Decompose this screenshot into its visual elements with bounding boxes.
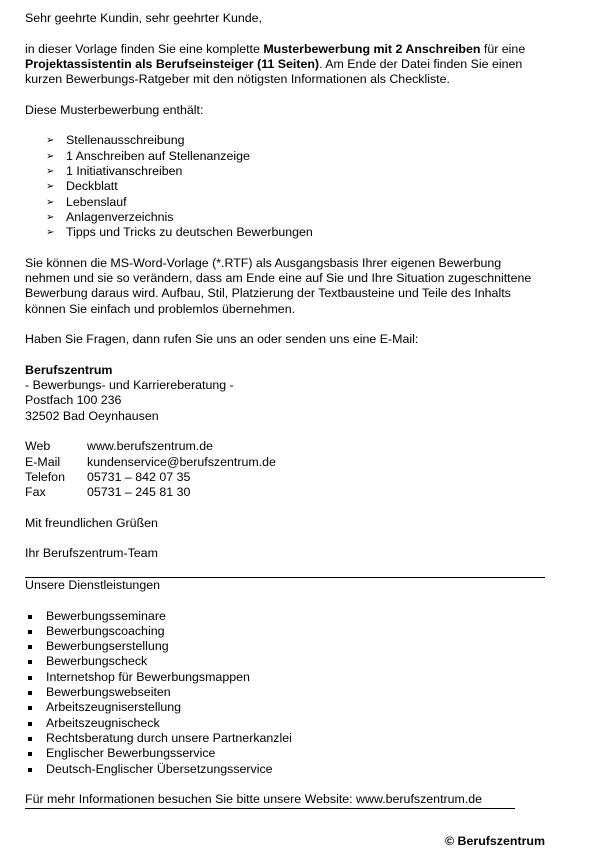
list-item: Bewerbungsseminare <box>25 609 545 624</box>
list-item: Bewerbungswebseiten <box>25 685 545 700</box>
square-bullet-icon <box>28 722 32 726</box>
company-subtitle: - Bewerbungs- und Karriereberatung - <box>25 378 234 393</box>
list-item: Bewerbungscoaching <box>25 624 545 639</box>
copyright: © Berufszentrum <box>444 834 545 848</box>
intro-bold-2: Projektassistentin als Berufseinsteiger (11 Seiten) <box>25 56 320 71</box>
list-item: Arbeitszeugnischeck <box>25 716 545 731</box>
services-heading: Unsere Dienstleistungen <box>25 577 160 592</box>
contact-row-phone <box>25 470 545 485</box>
intro-bold-1: Musterbewerbung mit 2 Anschreiben <box>263 41 481 56</box>
intro-paragraph <box>25 42 545 88</box>
square-bullet-icon <box>28 706 32 710</box>
square-bullet-icon <box>28 645 32 649</box>
address-block <box>25 363 545 424</box>
intro-text-1: in dieser Vorlage finden Sie eine komplette <box>25 41 264 56</box>
usage-paragraph: Sie können die MS-Word-Vorlage (*.RTF) als Ausgangsbasis Ihrer eigenen Bewerbung nehmen und sie so verändern, dass am Ende eine auf Sie und Ihre Situation zugeschnittene Bewerbung daraus wird. Aufbau, Stil, Platzierung der Textbausteine und Teile des Inhalts können Sie einfach und problemlos übernehmen. <box>25 255 532 316</box>
list-item: Bewerbungscheck <box>25 654 545 669</box>
contact-row-fax <box>25 485 545 500</box>
square-bullet-icon <box>28 615 32 619</box>
contents-heading: Diese Musterbewerbung enthält: <box>25 102 204 117</box>
signature: Ihr Berufszentrum-Team <box>25 546 158 561</box>
list-item: ➢ 1 Anschreiben auf Stellenanzeige <box>46 148 250 163</box>
arrow-bullet-icon: ➢ <box>46 227 55 239</box>
list-item: ➢ Deckblatt <box>46 179 118 194</box>
city: 32502 Bad Oeynhausen <box>25 408 159 423</box>
contact-label: Fax <box>25 485 46 500</box>
fax-value: 05731 – 245 81 30 <box>87 485 191 500</box>
company-name: Berufszentrum <box>25 362 113 377</box>
contact-table <box>25 439 545 500</box>
contents-list <box>25 133 545 240</box>
list-item: ➢ 1 Initiativanschreiben <box>46 163 183 178</box>
contact-label: Web <box>25 439 51 454</box>
square-bullet-icon <box>28 691 32 695</box>
email-link[interactable]: kundenservice@berufszentrum.de <box>87 454 276 469</box>
services-list <box>25 609 545 777</box>
arrow-bullet-icon: ➢ <box>46 135 55 147</box>
square-bullet-icon <box>28 737 32 741</box>
more-info-link[interactable]: Für mehr Informationen besuchen Sie bitte unsere Website: www.berufszentrum.de <box>25 792 515 809</box>
square-bullet-icon <box>28 768 32 772</box>
arrow-bullet-icon: ➢ <box>46 211 55 223</box>
contact-row-email <box>25 455 545 470</box>
list-item: Bewerbungserstellung <box>25 639 545 654</box>
square-bullet-icon <box>28 676 32 680</box>
po-box: Postfach 100 236 <box>25 393 122 408</box>
list-item: Rechtsberatung durch unsere Partnerkanzlei <box>25 731 545 746</box>
contact-row-web <box>25 439 545 454</box>
greeting: Sehr geehrte Kundin, sehr geehrter Kunde, <box>25 11 262 25</box>
square-bullet-icon <box>28 630 32 634</box>
arrow-bullet-icon: ➢ <box>46 196 55 208</box>
square-bullet-icon <box>28 752 32 756</box>
list-item: ➢ Tipps und Tricks zu deutschen Bewerbungen <box>46 225 313 240</box>
arrow-bullet-icon: ➢ <box>46 165 55 177</box>
contact-label: Telefon <box>25 469 65 484</box>
document-page <box>25 11 545 809</box>
list-item: Internetshop für Bewerbungsmappen <box>25 670 545 685</box>
intro-text-3: . Am Ende der Datei finden Sie einen kurzen Bewerbungs-Ratgeber mit den nötigsten Informationen als Checkliste. <box>25 56 523 87</box>
list-item: Arbeitszeugniserstellung <box>25 700 545 715</box>
intro-text-2: für eine <box>480 41 526 56</box>
closing: Mit freundlichen Grüßen <box>25 515 158 530</box>
web-link[interactable]: www.berufszentrum.de <box>87 439 214 454</box>
list-item: ➢ Anlagenverzeichnis <box>46 209 174 224</box>
arrow-bullet-icon: ➢ <box>46 181 55 193</box>
list-item: ➢ Lebenslauf <box>46 194 127 209</box>
questions-paragraph: Haben Sie Fragen, dann rufen Sie uns an oder senden uns eine E-Mail: <box>25 332 419 347</box>
contact-label: E-Mail <box>25 454 61 469</box>
square-bullet-icon <box>28 660 32 664</box>
phone-value: 05731 – 842 07 35 <box>87 469 191 484</box>
arrow-bullet-icon: ➢ <box>46 150 55 162</box>
list-item: Deutsch-Englischer Übersetzungsservice <box>25 762 545 777</box>
list-item: ➢ Stellenausschreibung <box>46 133 185 148</box>
list-item: Englischer Bewerbungsservice <box>25 746 545 761</box>
